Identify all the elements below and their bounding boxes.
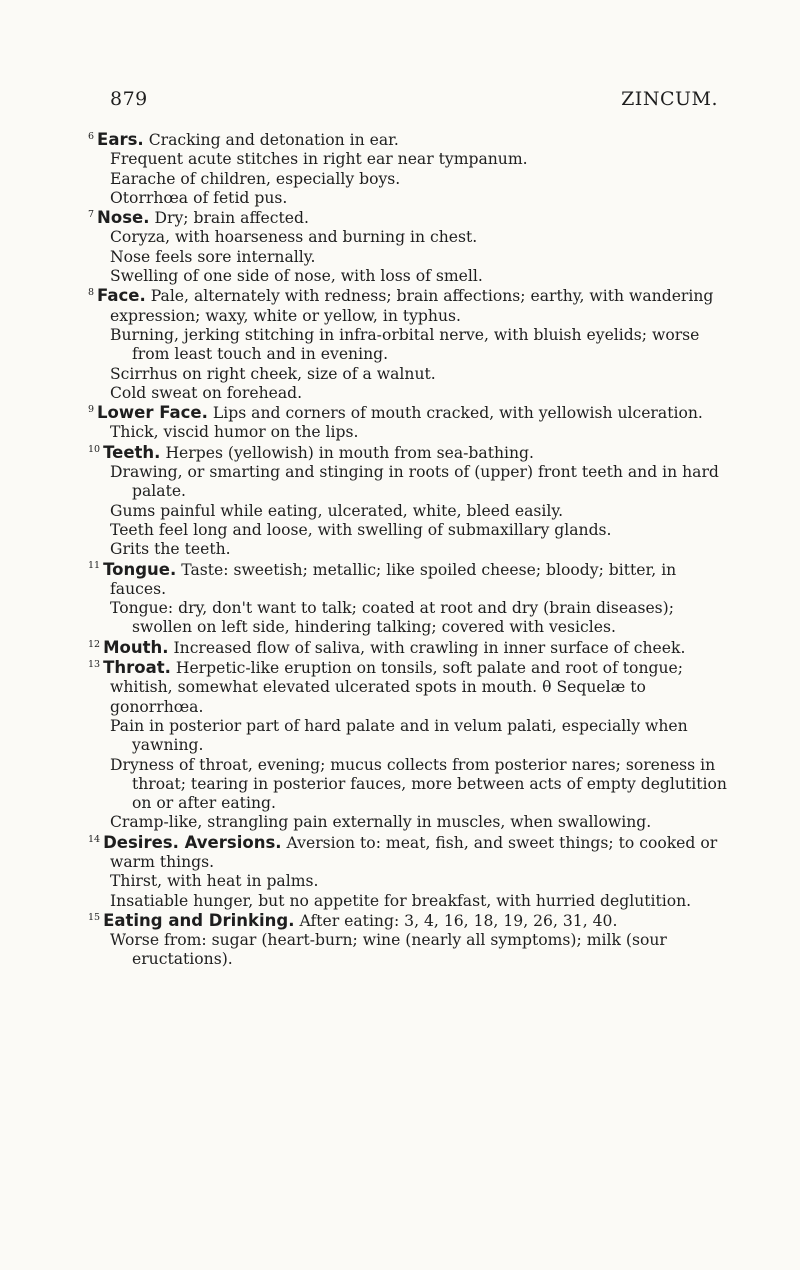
symptom-line: Cold sweat on forehead. [110, 383, 303, 402]
section-number: 9 [88, 403, 95, 415]
symptom-text-span: Increased flow of saliva, with crawling in inner surface of cheek. [173, 638, 686, 657]
section-lower-face [88, 403, 730, 443]
symptom-line [88, 560, 730, 600]
symptom-line: Nose feels sore internally. [110, 247, 316, 266]
symptom-line: Worse from: sugar (heart-burn; wine (nearly all symptoms); milk (sour eructations). [110, 931, 667, 969]
symptom-line: Earache of children, especially boys. [110, 169, 401, 188]
symptom-line: Cramp-like, strangling pain externally in muscles, when swallowing. [110, 813, 652, 832]
section-heading: Teeth. [103, 442, 161, 462]
section-heading: Nose. [97, 208, 150, 228]
section-eating-and-drinking [88, 910, 730, 970]
symptom-line: Tongue: dry, don't want to talk; coated at root and dry (brain diseases); swollen on left side, hindering talking; covered with vesicles. [110, 599, 675, 637]
section-number: 12 [88, 638, 101, 650]
symptom-line [88, 911, 730, 931]
symptom-text-span: Pale, alternately with redness; brain affections; earthy, with wandering expression; waxy, white or yellow, in typhus. [110, 287, 714, 325]
symptom-text-span: Lips and corners of mouth cracked, with yellowish ulceration. [212, 404, 703, 423]
symptom-line: Frequent acute stitches in right ear near tympanum. [110, 150, 528, 169]
section-number: 11 [88, 560, 101, 572]
symptom-text-span: Dry; brain affected. [154, 209, 309, 228]
symptom-line [88, 443, 730, 463]
symptom-text-span: Herpetic-like eruption on tonsils, soft palate and root of tongue; whitish, somewhat elevated ulcerated spots in mouth. θ Sequelæ to gonorrhœa. [110, 659, 683, 716]
symptom-text-span: After eating: 3, 4, 16, 18, 19, 26, 31, 40. [299, 911, 618, 930]
symptom-line: Gums painful while eating, ulcerated, white, bleed easily. [110, 501, 564, 520]
symptom-line [88, 833, 730, 873]
section-heading: Mouth. [103, 637, 169, 657]
section-heading: Lower Face. [97, 403, 208, 423]
symptom-line: Swelling of one side of nose, with loss of smell. [110, 267, 483, 286]
symptom-text-span: Taste: sweetish; metallic; like spoiled cheese; bloody; bitter, in fauces. [110, 560, 677, 598]
running-title: ZINCUM. [621, 88, 718, 110]
symptom-line [88, 208, 730, 228]
section-number: 13 [88, 658, 101, 670]
symptom-line [88, 403, 730, 423]
section-heading: Eating and Drinking. [103, 910, 295, 930]
symptom-line: Pain in posterior part of hard palate and in velum palati, especially when yawning. [110, 716, 688, 755]
symptom-line: Burning, jerking stitching in infra-orbital nerve, with bluish eyelids; worse from least touch and in evening. [110, 325, 700, 364]
section-heading: Face. [97, 286, 146, 306]
symptom-line: Thick, viscid humor on the lips. [110, 423, 359, 442]
symptom-text-span: Herpes (yellowish) in mouth from sea-bathing. [165, 443, 534, 462]
symptom-line: Grits the teeth. [110, 540, 231, 559]
section-heading: Desires. Aversions. [103, 832, 282, 852]
section-number: 6 [88, 130, 95, 142]
section-throat [88, 658, 730, 833]
symptom-line: Drawing, or smarting and stinging in roots of (upper) front teeth and in hard palate. [110, 463, 719, 501]
section-ears [88, 130, 730, 208]
symptom-line: Scirrhus on right cheek, size of a walnut. [110, 364, 436, 383]
symptom-line: Thirst, with heat in palms. [110, 872, 319, 891]
symptom-line: Otorrhœa of fetid pus. [110, 188, 288, 207]
section-nose [88, 208, 730, 286]
symptom-line: Teeth feel long and loose, with swelling of submaxillary glands. [110, 520, 612, 539]
section-heading: Tongue. [103, 559, 177, 579]
section-number: 7 [88, 209, 95, 220]
symptom-line [88, 130, 730, 150]
section-desires-aversions [88, 832, 730, 911]
symptom-line [88, 286, 730, 326]
section-teeth [88, 442, 730, 560]
section-face [88, 286, 730, 403]
section-number: 15 [88, 911, 101, 923]
symptom-text-span: Aversion to: meat, fish, and sweet things; to cooked or warm things. [110, 833, 718, 871]
section-heading: Ears. [97, 130, 144, 149]
symptom-text [88, 130, 730, 970]
section-number: 14 [88, 833, 101, 845]
page-number: 879 [110, 88, 148, 110]
symptom-line [88, 658, 730, 717]
symptom-line: Dryness of throat, evening; mucus collects from posterior nares; soreness in throat; tearing in posterior fauces, more between acts of empty deglutition on or after eating. [110, 755, 727, 813]
section-tongue [88, 559, 730, 638]
symptom-text-span: Cracking and detonation in ear. [148, 131, 399, 149]
section-number: 8 [88, 287, 95, 299]
symptom-line: Coryza, with hoarseness and burning in chest. [110, 228, 478, 247]
section-heading: Throat. [103, 658, 171, 678]
section-mouth [88, 637, 730, 658]
running-header [110, 88, 718, 110]
symptom-line [88, 638, 730, 658]
section-number: 10 [88, 443, 101, 455]
symptom-line: Insatiable hunger, but no appetite for breakfast, with hurried deglutition. [110, 891, 692, 910]
